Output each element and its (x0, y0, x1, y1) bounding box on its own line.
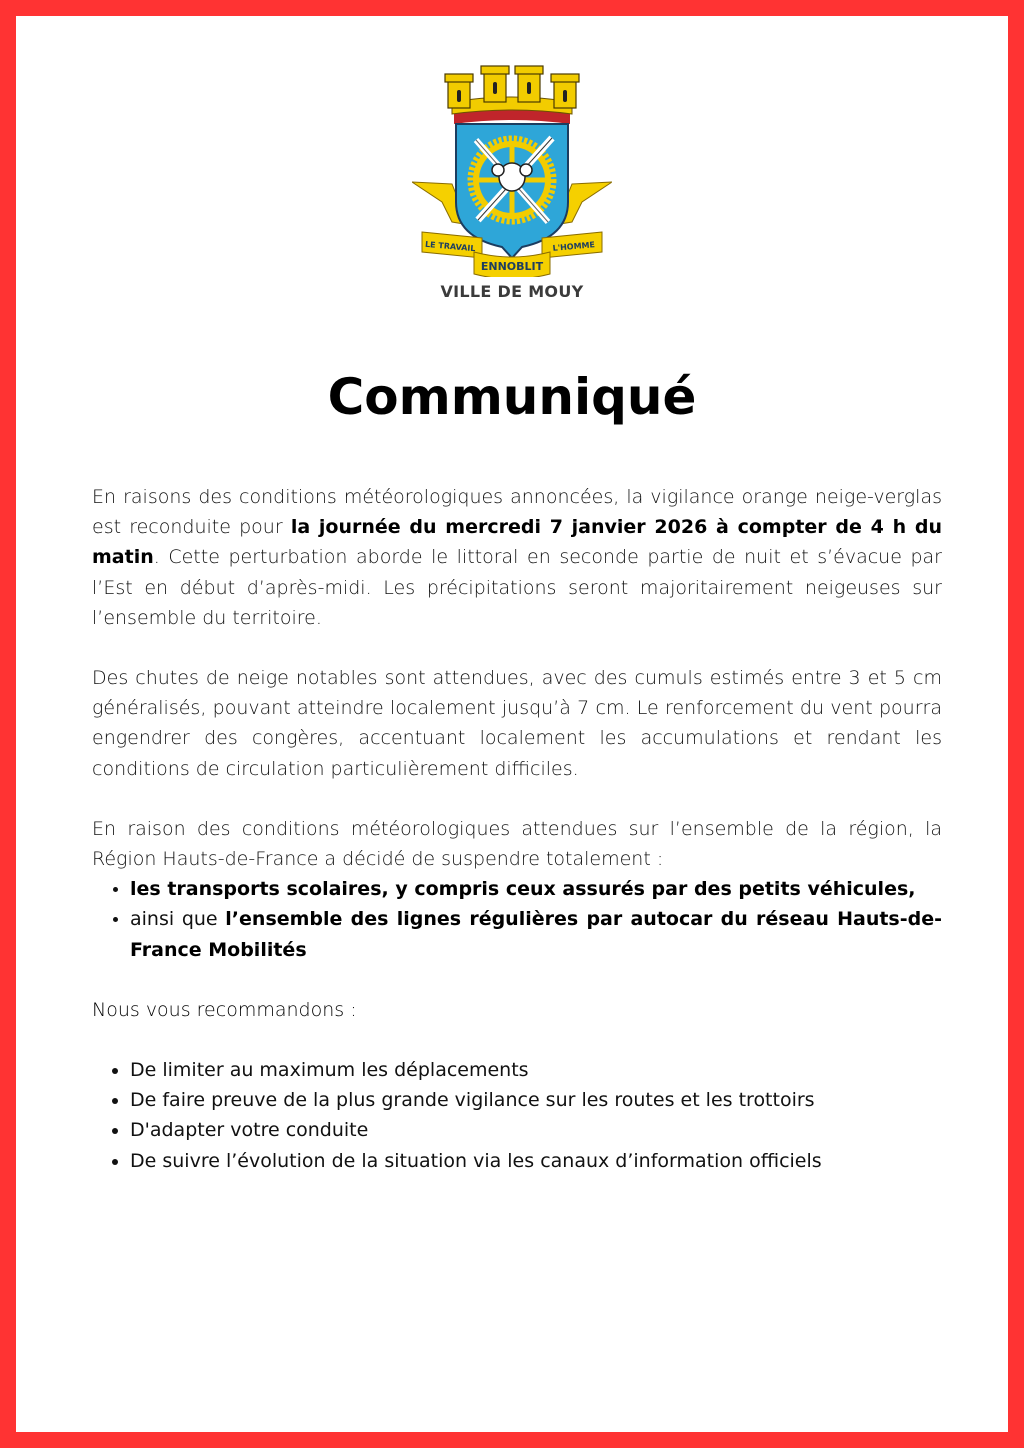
motto-center: ENNOBLIT (480, 260, 544, 273)
document-body (92, 482, 942, 1206)
motto-right: L'HOMME (552, 240, 596, 253)
document-page (16, 16, 1008, 1432)
list-item (130, 904, 942, 964)
list-item (130, 874, 942, 904)
paragraph-vigilance (92, 482, 942, 633)
paragraph-snowfall: Des chutes de neige notables sont attendues, avec des cumuls estimés entre 3 et 5 cm généralisés, pouvant atteindre localement jusqu’à 7 cm. Le renforcement du vent pourra engendrer des congères, accentuant localement les accumulations et rendant les conditions de circulation particulièrement difficiles. (92, 667, 942, 780)
coat-of-arms-icon (412, 62, 612, 277)
list-item-bold: l’ensemble des lignes régulières par autocar du réseau Hauts-de-France Mobilités (130, 908, 942, 961)
paragraph-suspension: En raison des conditions météorologiques attendues sur l’ensemble de la région, la Région Hauts-de-France a décidé de suspendre totalement : (92, 817, 942, 871)
paragraph-text: . Cette perturbation aborde le littoral en seconde partie de nuit et s’évacue par l’Est en début d’après-midi. Les précipitations seront majoritairement neigeuses sur l’ensemble du territoire. (92, 546, 942, 629)
list-item: • De limiter au maximum les déplacements (130, 1055, 942, 1085)
suspension-list (92, 874, 942, 965)
list-item-bold: les transports scolaires, y compris ceux assurés par des petits véhicules, (130, 878, 916, 901)
list-item: • De suivre l’évolution de la situation via les canaux d’information officiels (130, 1146, 942, 1176)
page-title: Communiqué (327, 367, 697, 426)
recommendations-list (92, 1055, 942, 1176)
list-item: • D'adapter votre conduite (130, 1115, 942, 1145)
paragraph-text: En raisons des conditions météorologiques annoncées, la vigilance orange neige-verglas est reconduite pour (92, 486, 942, 539)
logo (16, 62, 1008, 277)
list-item: • De faire preuve de la plus grande vigilance sur les routes et les trottoirs (130, 1085, 942, 1115)
city-name: VILLE DE MOUY (440, 282, 584, 301)
motto-left: LE TRAVAIL (424, 239, 476, 254)
list-item-prefix: ainsi que (130, 908, 226, 931)
recommendations-heading: Nous vous recommandons : (92, 998, 357, 1021)
date-highlight: la journée du mercredi 7 janvier 2026 à compter de 4 h du matin (92, 516, 942, 569)
